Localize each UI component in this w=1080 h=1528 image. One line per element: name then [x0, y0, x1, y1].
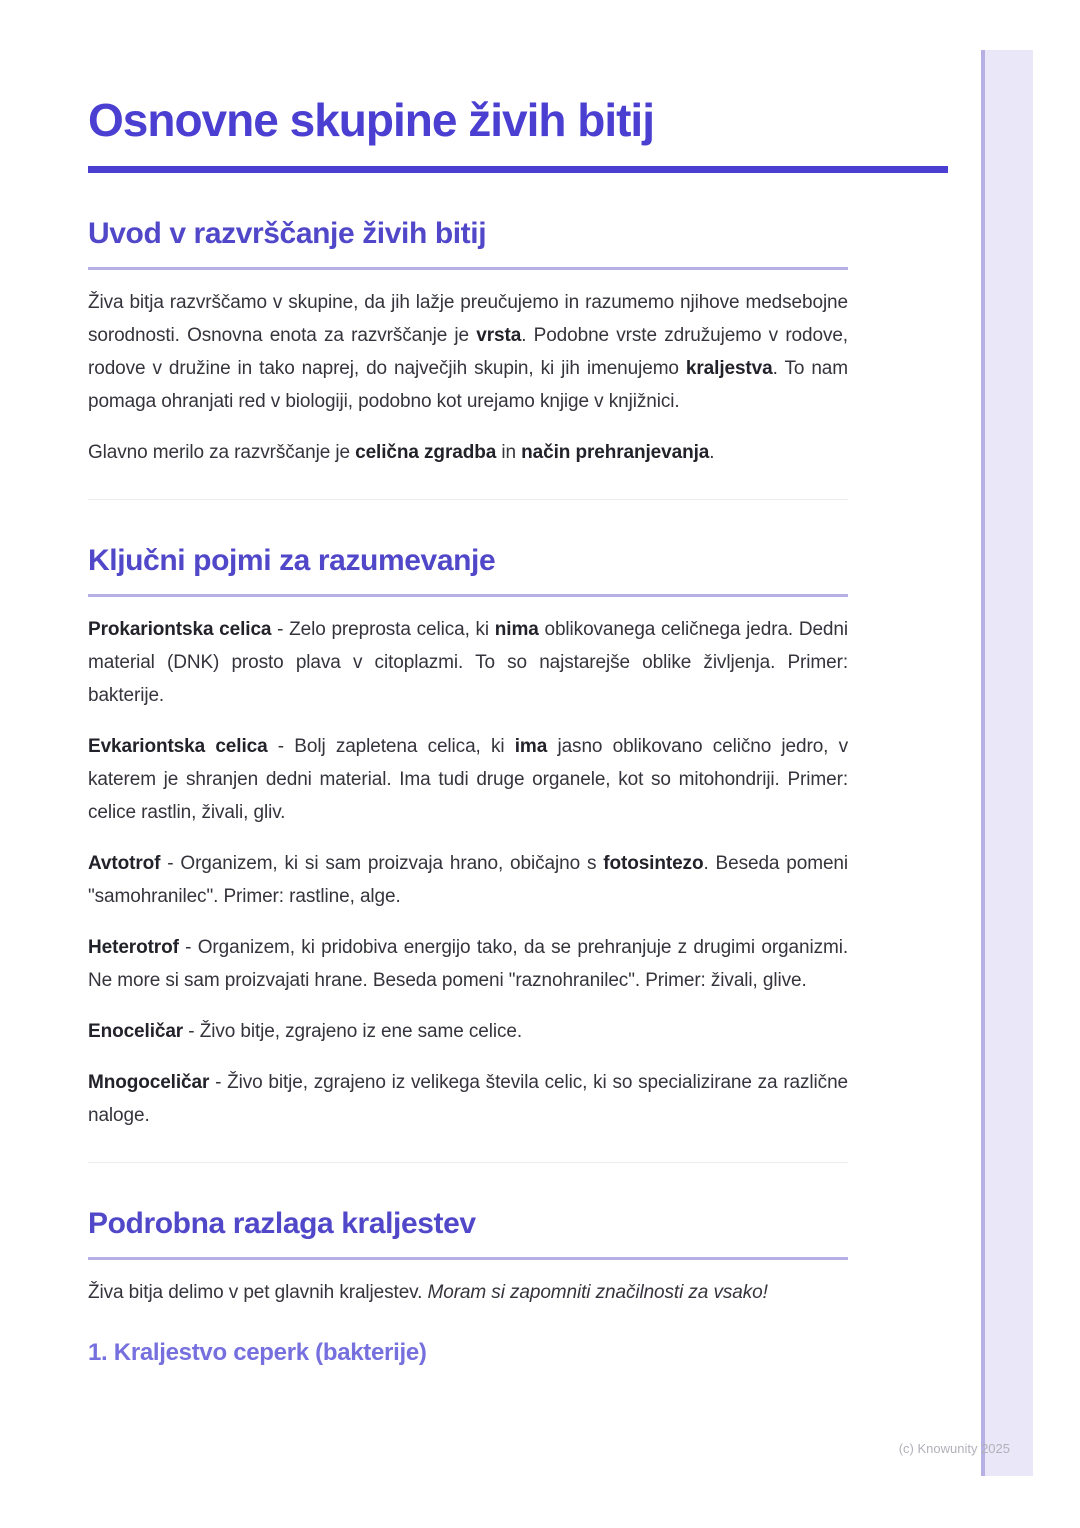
paragraph-prokariontska-celica: Prokariontska celica - Zelo preprosta celica, ki nima oblikovanega celičnega jedra. Dedni material (DNK) prosto plava v citoplazmi. To so najstarejše oblike življenja. Primer: bakterije. — [88, 619, 848, 706]
section-divider — [88, 1162, 848, 1163]
heading-rule — [88, 1257, 848, 1260]
section-key-terms — [88, 542, 848, 1132]
paragraph-kingdoms-intro: Živa bitja delimo v pet glavnih kraljestev. Moram si zapomniti značilnosti za vsako! — [88, 1282, 768, 1303]
paragraph-evkariontska-celica: Evkariontska celica - Bolj zapletena celica, ki ima jasno oblikovano celično jedro, v katerem je shranjen dedni material. Ima tudi druge organele, kot so mitohondriji. Primer: celice rastlin, živali, gliv. — [88, 736, 848, 823]
section-heading-key-terms: Ključni pojmi za razumevanje — [88, 544, 496, 577]
title-rule — [88, 166, 948, 173]
side-stripe — [981, 50, 1033, 1476]
footer-text: (c) Knowunity 2025 — [898, 1441, 1010, 1456]
paragraph-heterotrof: Heterotrof - Organizem, ki pridobiva energijo tako, da se prehranjuje z drugimi organizmi. Ne more si sam proizvajati hrane. Beseda pomeni "raznohranilec". Primer: živali, glive. — [88, 937, 848, 991]
section-heading-kingdoms: Podrobna razlaga kraljestev — [88, 1207, 476, 1240]
page-title: Osnovne skupine živih bitij — [88, 94, 654, 146]
paragraph-avtotrof: Avtotrof - Organizem, ki si sam proizvaja hrano, običajno s fotosintezo. Beseda pomeni "samohranilec". Primer: rastline, alge. — [88, 853, 849, 907]
paragraph-enocelicar: Enoceličar - Živo bitje, zgrajeno iz ene same celice. — [88, 1021, 523, 1042]
section-intro — [88, 215, 848, 469]
paragraph-mnogocelicar: Mnogoceličar - Živo bitje, zgrajeno iz velikega števila celic, ki so specializirane za različne naloge. — [88, 1072, 848, 1126]
document-content — [88, 0, 848, 1369]
paragraph-intro-2: Glavno merilo za razvrščanje je celična zgradba in način prehranjevanja. — [88, 442, 715, 463]
section-heading-intro: Uvod v razvrščanje živih bitij — [88, 217, 487, 250]
heading-rule — [88, 594, 848, 597]
paragraph-intro-1: Živa bitja razvrščamo v skupine, da jih lažje preučujemo in razumemo njihove medsebojne sorodnosti. Osnovna enota za razvrščanje je vrsta. Podobne vrste združujemo v rodove, rodove v družine in tako naprej, do največjih skupin, ki jih imenujemo kraljestva. To nam pomaga ohranjati red v biologiji, podobno kot urejamo knjige v knjižnici. — [88, 292, 848, 412]
section-divider — [88, 499, 848, 500]
section-kingdoms — [88, 1205, 848, 1369]
heading-rule — [88, 267, 848, 270]
subsection-heading-bacteria: 1. Kraljestvo ceperk (bakterije) — [88, 1339, 427, 1366]
